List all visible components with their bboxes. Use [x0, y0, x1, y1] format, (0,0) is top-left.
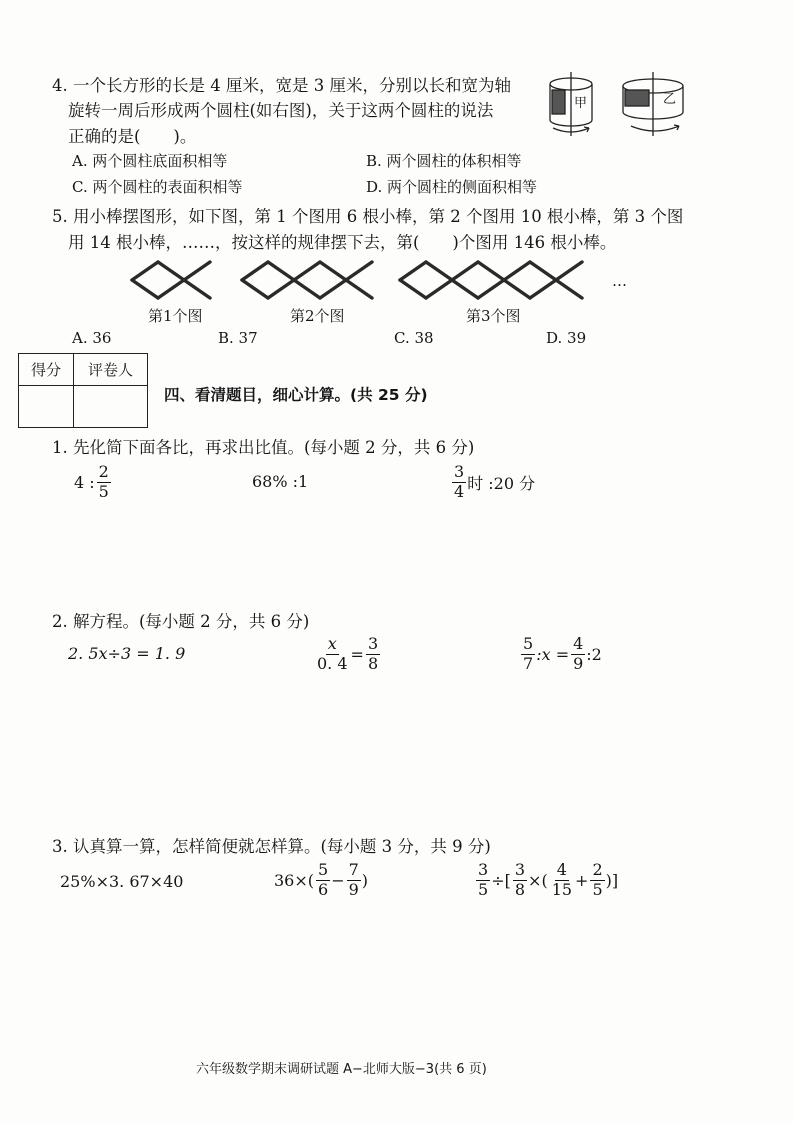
fraction: [315, 636, 350, 673]
matchstick: [346, 262, 372, 280]
numerator: 7: [348, 860, 359, 879]
matchstick: [158, 262, 184, 280]
s1-e3-rest: 时 :20 分: [467, 473, 536, 493]
denominator: 8: [514, 879, 526, 899]
s1-e1-prefix: 4 :: [74, 472, 95, 492]
matchstick: [320, 280, 346, 298]
q4-line3: 正确的是( )。: [68, 127, 197, 146]
matchstick: [556, 280, 582, 298]
matchstick: [426, 280, 452, 298]
s3-e2-post: ): [361, 870, 369, 890]
plus-sign: +: [575, 870, 589, 890]
s3-expr-1: [60, 872, 184, 891]
denominator: 5: [98, 481, 109, 501]
s2-expr-2: [314, 636, 381, 673]
denominator: 5: [478, 879, 489, 899]
denominator: 6: [318, 879, 329, 899]
matchstick: [132, 262, 158, 280]
numerator: 4: [556, 860, 567, 879]
s3-e3-a: ÷[: [491, 870, 511, 890]
denominator: 9: [573, 653, 584, 673]
matchstick: [530, 280, 556, 298]
matchstick: [426, 262, 452, 280]
s3-e2-pre: 36×(: [274, 870, 315, 890]
fraction: [452, 464, 466, 501]
s3-e3-b: ×(: [528, 870, 548, 890]
denominator: 4: [454, 481, 465, 501]
matchstick: [320, 262, 346, 280]
matchstick: [478, 262, 504, 280]
s3-title: 3. 认真算一算，怎样简便就怎样算。(每小题 3 分，共 9 分): [52, 837, 491, 856]
q5-option-d: D. 39: [546, 329, 587, 347]
numerator: 4: [573, 634, 584, 653]
denominator: 8: [367, 653, 379, 673]
label-jia: 甲: [574, 96, 588, 111]
s2-e3-mid: :x =: [536, 644, 570, 664]
section4-title: 四、看清题目，细心计算。(共 25 分): [164, 386, 428, 404]
matchstick: [132, 280, 158, 298]
pattern-ellipsis: …: [612, 272, 627, 290]
matchstick: [294, 262, 320, 280]
q4-option-a: A. 两个圆柱底面积相等: [72, 152, 228, 170]
q5-option-c: C. 38: [394, 329, 434, 347]
fraction: [366, 636, 380, 673]
cylinder-figures: [545, 70, 695, 140]
fraction: [550, 862, 574, 899]
s3-e3-c: )]: [605, 870, 619, 890]
denominator: 9: [348, 879, 359, 899]
matchstick: [400, 262, 426, 280]
s1-expr-3: [451, 464, 536, 501]
fraction: [521, 636, 535, 673]
q4-option-d: D. 两个圆柱的侧面积相等: [366, 178, 538, 196]
fraction: [347, 862, 361, 899]
equals-sign: =: [350, 644, 364, 664]
label-yi: 乙: [663, 92, 677, 107]
score-box: [18, 353, 148, 428]
q4-option-b: B. 两个圆柱的体积相等: [366, 152, 522, 170]
fraction: [476, 862, 490, 899]
q4-option-c: C. 两个圆柱的表面积相等: [72, 178, 243, 196]
q5-line1: 5. 用小棒摆图形，如下图，第 1 个图用 6 根小棒，第 2 个图用 10 根小棒，第 3 个图: [52, 207, 684, 226]
numerator: 3: [478, 860, 489, 879]
score-label: 得分: [19, 354, 74, 386]
matchstick: [346, 280, 372, 298]
numerator: 3: [514, 860, 526, 879]
numerator: x: [327, 634, 337, 653]
s3-expr-3: [475, 862, 619, 899]
q4-line1: 4. 一个长方形的长是 4 厘米，宽是 3 厘米，分别以长和宽为轴: [52, 76, 511, 95]
matchstick: [556, 262, 582, 280]
fraction: [513, 862, 527, 899]
minus-sign: −: [331, 870, 345, 890]
matchstick: [268, 262, 294, 280]
matchstick: [242, 262, 268, 280]
score-cell[interactable]: [19, 386, 74, 428]
cylinder-yi: [623, 72, 683, 136]
matchstick: [452, 262, 478, 280]
q5-line2: 用 14 根小棒，……，按这样的规律摆下去，第( )个图用 146 根小棒。: [68, 233, 617, 252]
fraction: [571, 636, 585, 673]
page-footer: 六年级数学期末调研试题 A−北师大版−3(共 6 页): [196, 1062, 487, 1077]
numerator: 5: [318, 860, 329, 879]
denominator: 7: [523, 653, 534, 673]
matchstick: [294, 280, 320, 298]
q5-option-a: A. 36: [72, 329, 112, 347]
matchstick: [268, 280, 294, 298]
s2-expr-1: [68, 644, 186, 663]
numerator: 3: [454, 462, 465, 481]
s1-expr-2: [252, 472, 309, 491]
s2-e3-end: :2: [586, 644, 602, 664]
s3-expr-2: [274, 862, 369, 899]
fraction: [590, 862, 604, 899]
grader-label: 评卷人: [74, 354, 148, 386]
fraction: [97, 464, 111, 501]
s2-e1-text: 2. 5x÷3 = 1. 9: [68, 644, 186, 663]
caption-fig3: 第3个图: [466, 307, 521, 325]
q4-line2: 旋转一周后形成两个圆柱(如右图)，关于这两个圆柱的说法: [68, 101, 494, 120]
matchstick: [478, 280, 504, 298]
matchstick: [242, 280, 268, 298]
matchstick: [158, 280, 184, 298]
s2-title: 2. 解方程。(每小题 2 分，共 6 分): [52, 612, 310, 631]
numerator: 2: [98, 462, 109, 481]
numerator: 3: [367, 634, 379, 653]
numerator: 5: [523, 634, 534, 653]
stick-figures: [128, 256, 648, 306]
matchstick: [400, 280, 426, 298]
s1-e2-text: 68% :1: [252, 472, 309, 491]
fraction: [316, 862, 330, 899]
q5-option-b: B. 37: [218, 329, 258, 347]
s1-title: 1. 先化简下面各比，再求出比值。(每小题 2 分，共 6 分): [52, 438, 475, 457]
matchstick: [184, 280, 210, 298]
denominator: 0. 4: [317, 653, 348, 673]
matchstick: [504, 280, 530, 298]
denominator: 5: [592, 879, 603, 899]
s2-expr-3: [520, 636, 603, 673]
caption-fig1: 第1个图: [148, 307, 203, 325]
numerator: 2: [592, 860, 603, 879]
matchstick: [184, 262, 210, 280]
matchstick: [504, 262, 530, 280]
denominator: 15: [551, 879, 573, 899]
cylinder-jia: [550, 72, 592, 136]
grader-cell[interactable]: [74, 386, 148, 428]
s1-expr-1: [74, 464, 112, 501]
s3-e1-text: 25%×3. 67×40: [60, 872, 184, 891]
matchstick: [530, 262, 556, 280]
matchstick: [452, 280, 478, 298]
caption-fig2: 第2个图: [290, 307, 345, 325]
